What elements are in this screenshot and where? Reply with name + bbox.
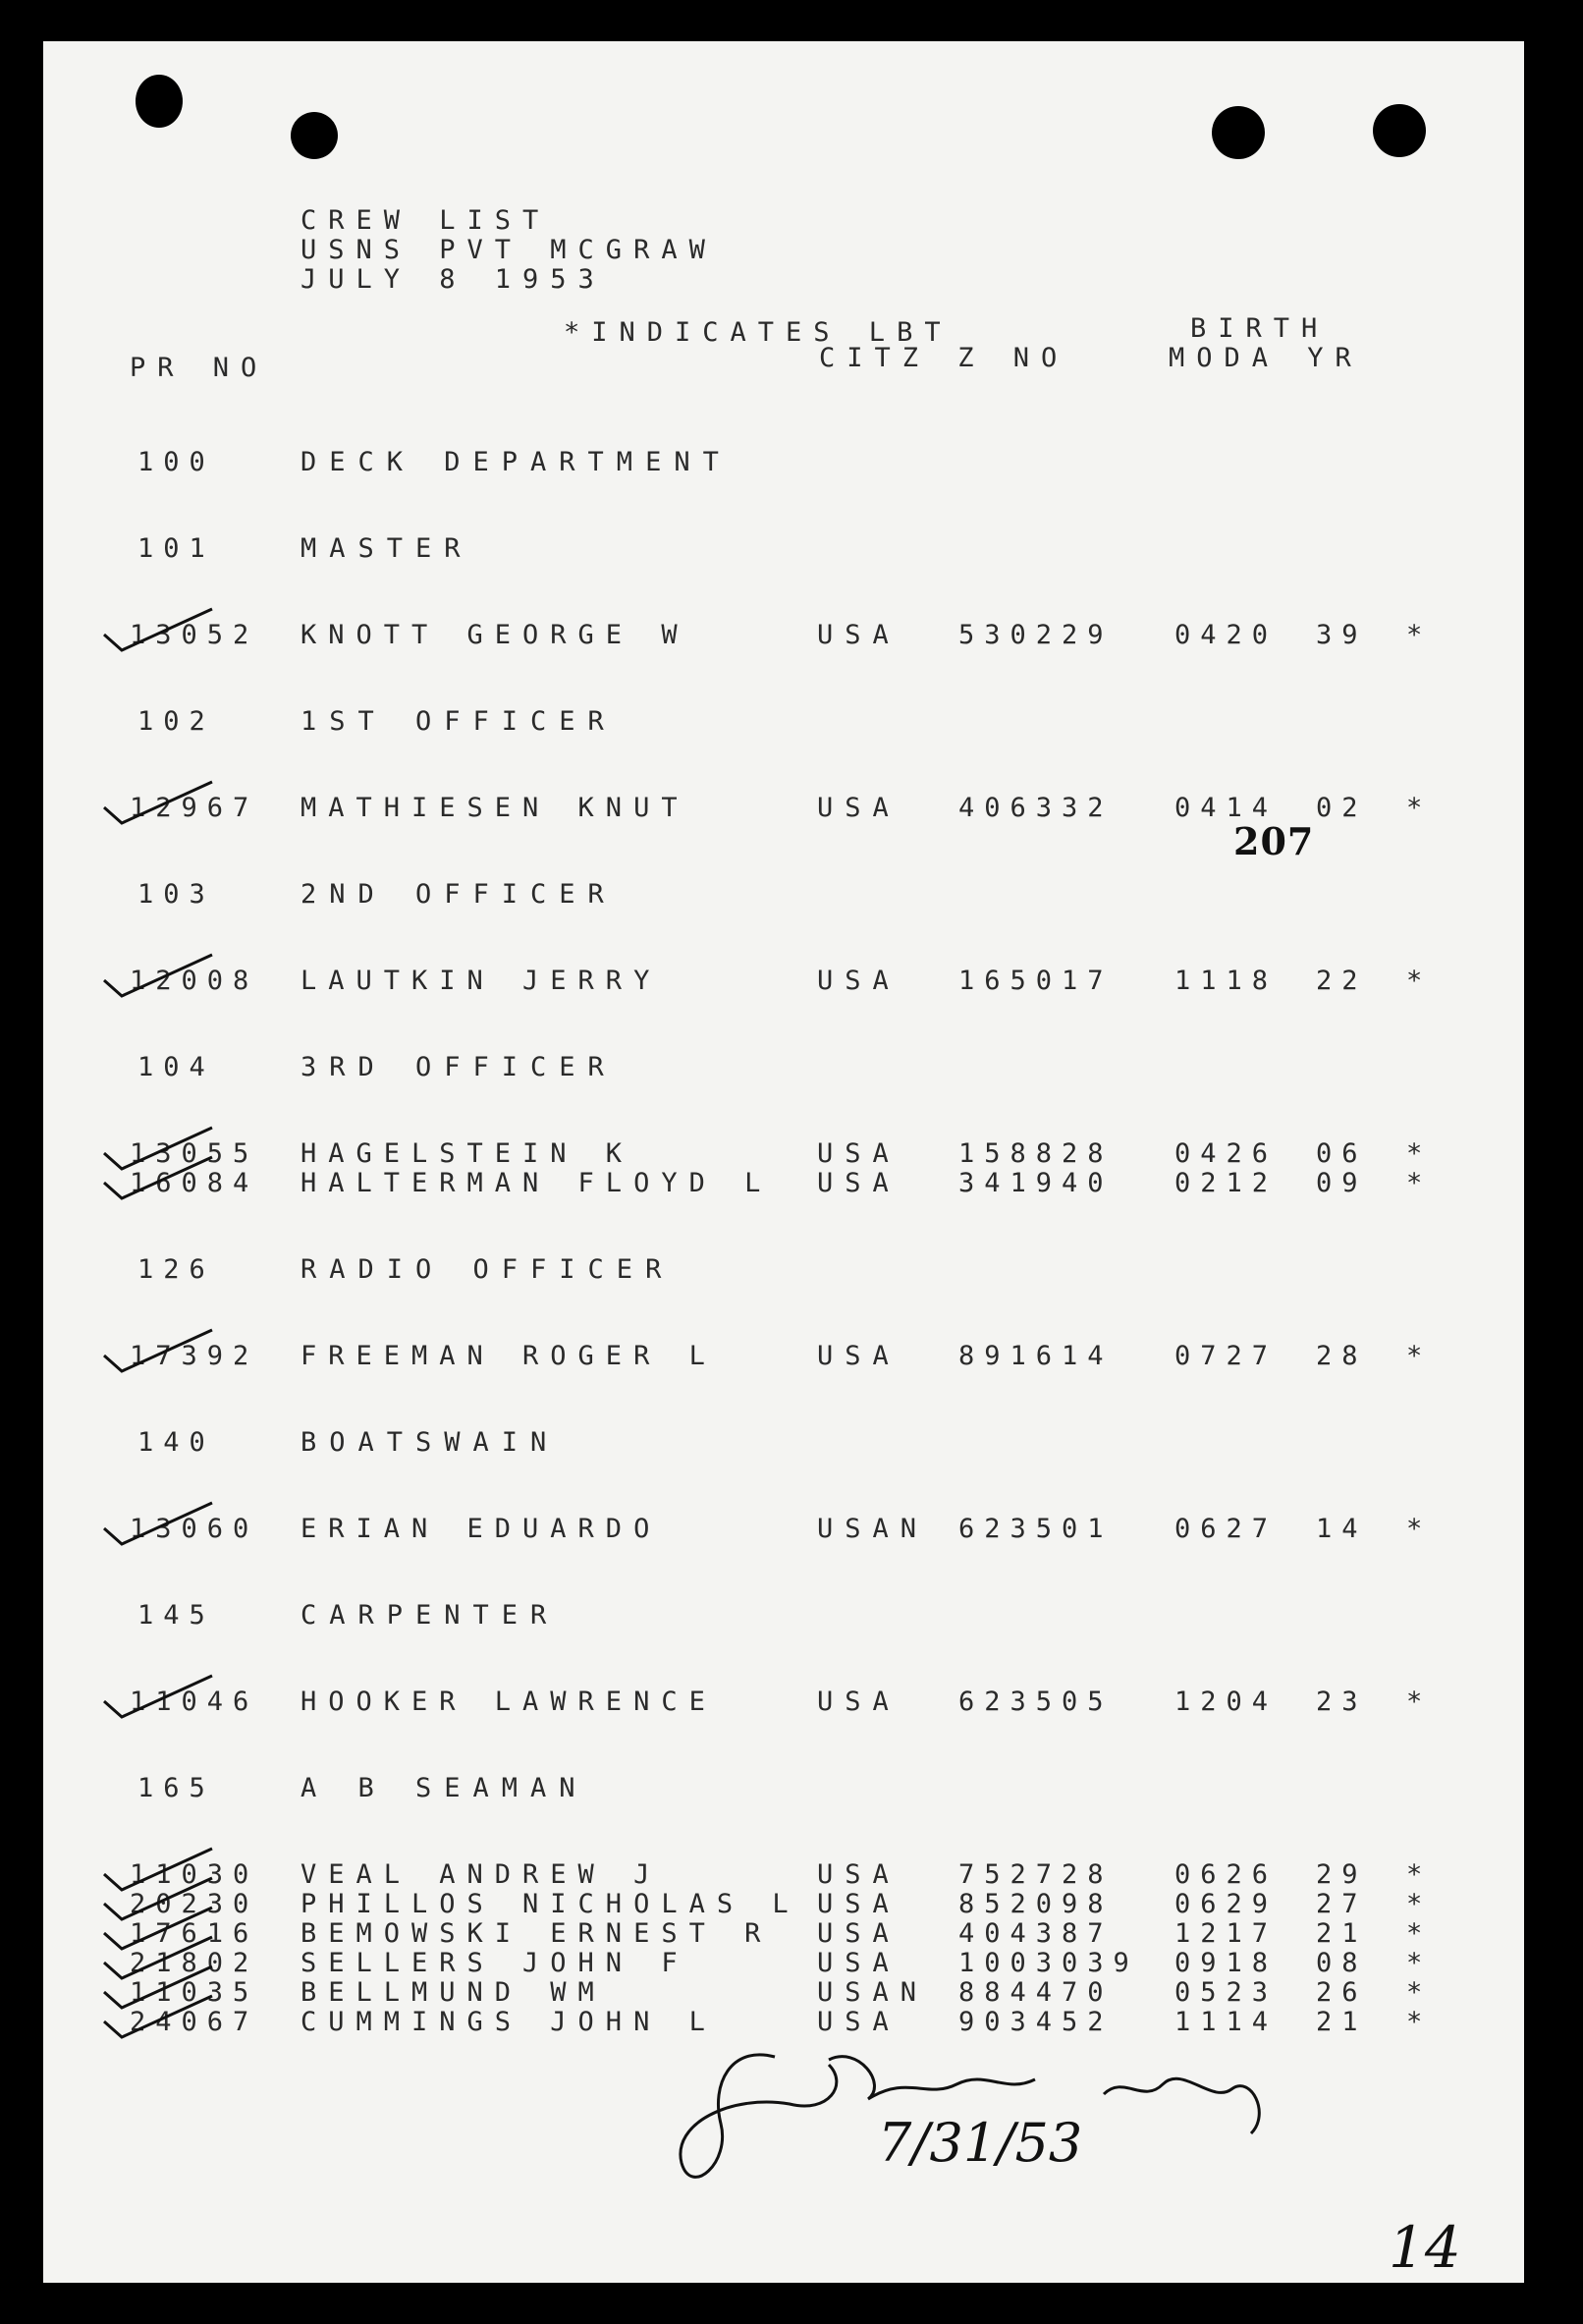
section-code: 102 [137, 706, 215, 737]
crew-birth-year: 21 [1316, 2007, 1368, 2037]
crew-pr-number: 13060 [130, 1514, 259, 1544]
crew-z-number: 903452 [958, 2007, 1114, 2037]
crew-pr-number: 24067 [130, 2007, 259, 2037]
crew-citizenship: USA [817, 1341, 901, 1371]
crew-birth-moda: 1217 [1174, 1918, 1279, 1949]
section-code: 103 [137, 879, 215, 910]
crew-z-number: 891614 [958, 1341, 1114, 1371]
crew-z-number: 530229 [958, 620, 1114, 650]
lbt-note: *INDICATES LBT [564, 317, 953, 348]
crew-birth-moda: 0626 [1174, 1859, 1279, 1890]
crew-name: BELLMUND WM [300, 1977, 606, 2008]
crew-pr-number: 12008 [130, 966, 259, 996]
crew-citizenship: USA [817, 1138, 901, 1169]
crew-z-number: 406332 [958, 793, 1114, 823]
lbt-marker: * [1406, 1918, 1423, 1949]
lbt-marker: * [1406, 793, 1423, 823]
crew-pr-number: 17392 [130, 1341, 259, 1371]
crew-birth-moda: 0523 [1174, 1977, 1279, 2008]
crew-birth-year: 39 [1316, 620, 1368, 650]
lbt-marker: * [1406, 1977, 1423, 2008]
crew-birth-year: 08 [1316, 1948, 1368, 1978]
crew-pr-number: 11030 [130, 1859, 259, 1890]
crew-birth-moda: 0918 [1174, 1948, 1279, 1978]
crew-birth-moda: 0627 [1174, 1514, 1279, 1544]
crew-birth-year: 09 [1316, 1168, 1368, 1198]
section-title: MASTER [300, 533, 473, 564]
section-title: 2ND OFFICER [300, 879, 617, 910]
crew-name: VEAL ANDREW J [300, 1859, 662, 1890]
crew-z-number: 852098 [958, 1889, 1114, 1919]
crew-name: MATHIESEN KNUT [300, 793, 689, 823]
page-number: 14 [1389, 2214, 1461, 2281]
lbt-marker: * [1406, 1687, 1423, 1717]
crew-z-number: 623501 [958, 1514, 1114, 1544]
section-title: BOATSWAIN [300, 1427, 560, 1458]
crew-name: HAGELSTEIN K [300, 1138, 634, 1169]
lbt-marker: * [1406, 2007, 1423, 2037]
crew-name: PHILLOS NICHOLAS L [300, 1889, 800, 1919]
section-code: 100 [137, 447, 215, 477]
crew-citizenship: USAN [817, 1514, 929, 1544]
crew-z-number: 752728 [958, 1859, 1114, 1890]
crew-z-number: 884470 [958, 1977, 1114, 2008]
birth-header: BIRTH [1190, 313, 1330, 344]
document-title: CREW LIST [300, 205, 551, 236]
section-title: 1ST OFFICER [300, 706, 617, 737]
crew-citizenship: USA [817, 1859, 901, 1890]
crew-citizenship: USA [817, 1889, 901, 1919]
lbt-marker: * [1406, 1889, 1423, 1919]
crew-birth-moda: 1114 [1174, 2007, 1279, 2037]
crew-name: BEMOWSKI ERNEST R [300, 1918, 773, 1949]
crew-name: HOOKER LAWRENCE [300, 1687, 717, 1717]
lbt-marker: * [1406, 966, 1423, 996]
crew-citizenship: USA [817, 1687, 901, 1717]
crew-name: HALTERMAN FLOYD L [300, 1168, 773, 1198]
crew-z-number: 158828 [958, 1138, 1114, 1169]
crew-birth-moda: 0414 [1174, 793, 1279, 823]
crew-birth-year: 23 [1316, 1687, 1368, 1717]
crew-birth-moda: 1204 [1174, 1687, 1279, 1717]
birth-date-header: MODA YR [1169, 343, 1363, 373]
lbt-marker: * [1406, 1948, 1423, 1978]
crew-pr-number: 11046 [130, 1687, 259, 1717]
crew-z-number: 404387 [958, 1918, 1114, 1949]
crew-birth-year: 14 [1316, 1514, 1368, 1544]
crew-pr-number: 17616 [130, 1918, 259, 1949]
lbt-marker: * [1406, 1514, 1423, 1544]
crew-birth-year: 06 [1316, 1138, 1368, 1169]
section-code: 104 [137, 1052, 215, 1082]
signature-ink [43, 41, 1524, 2283]
crew-pr-number: 16084 [130, 1168, 259, 1198]
crew-z-number: 1003039 [958, 1948, 1139, 1978]
crew-birth-moda: 0426 [1174, 1138, 1279, 1169]
crew-pr-number: 13052 [130, 620, 259, 650]
section-title: A B SEAMAN [300, 1773, 588, 1803]
crew-birth-year: 22 [1316, 966, 1368, 996]
crew-birth-year: 02 [1316, 793, 1368, 823]
crew-citizenship: USA [817, 620, 901, 650]
crew-name: CUMMINGS JOHN L [300, 2007, 717, 2037]
crew-name: SELLERS JOHN F [300, 1948, 689, 1978]
crew-name: ERIAN EDUARDO [300, 1514, 662, 1544]
lbt-marker: * [1406, 620, 1423, 650]
document-date: JULY 8 1953 [300, 264, 606, 295]
crew-birth-year: 27 [1316, 1889, 1368, 1919]
crew-pr-number: 13055 [130, 1138, 259, 1169]
section-code: 165 [137, 1773, 215, 1803]
crew-birth-year: 28 [1316, 1341, 1368, 1371]
crew-citizenship: USAN [817, 1977, 929, 2008]
lbt-marker: * [1406, 1168, 1423, 1198]
crew-pr-number: 21802 [130, 1948, 259, 1978]
crew-birth-moda: 0727 [1174, 1341, 1279, 1371]
crew-birth-moda: 1118 [1174, 966, 1279, 996]
crew-pr-number: 20230 [130, 1889, 259, 1919]
pr-number-header: PR NO [130, 353, 269, 383]
section-title: RADIO OFFICER [300, 1254, 675, 1285]
lbt-marker: * [1406, 1341, 1423, 1371]
section-title: 3RD OFFICER [300, 1052, 617, 1082]
signature-date: 7/31/53 [878, 2112, 1083, 2174]
crew-pr-number: 12967 [130, 793, 259, 823]
crew-citizenship: USA [817, 2007, 901, 2037]
lbt-marker: * [1406, 1859, 1423, 1890]
crew-citizenship: USA [817, 1168, 901, 1198]
page-stamp: 207 [1233, 819, 1315, 863]
crew-list-page [43, 41, 1524, 2283]
crew-birth-year: 29 [1316, 1859, 1368, 1890]
crew-z-number: 623505 [958, 1687, 1114, 1717]
crew-citizenship: USA [817, 793, 901, 823]
crew-z-number: 341940 [958, 1168, 1114, 1198]
crew-birth-moda: 0420 [1174, 620, 1279, 650]
crew-birth-year: 21 [1316, 1918, 1368, 1949]
crew-pr-number: 11035 [130, 1977, 259, 2008]
crew-birth-moda: 0629 [1174, 1889, 1279, 1919]
section-title: CARPENTER [300, 1600, 560, 1631]
section-code: 145 [137, 1600, 215, 1631]
crew-citizenship: USA [817, 1948, 901, 1978]
section-title: DECK DEPARTMENT [300, 447, 732, 477]
citizenship-header: CITZ Z NO [819, 343, 1069, 373]
crew-citizenship: USA [817, 966, 901, 996]
crew-birth-year: 26 [1316, 1977, 1368, 2008]
section-code: 140 [137, 1427, 215, 1458]
crew-name: LAUTKIN JERRY [300, 966, 662, 996]
crew-citizenship: USA [817, 1918, 901, 1949]
crew-name: KNOTT GEORGE W [300, 620, 689, 650]
crew-birth-moda: 0212 [1174, 1168, 1279, 1198]
lbt-marker: * [1406, 1138, 1423, 1169]
section-code: 101 [137, 533, 215, 564]
crew-name: FREEMAN ROGER L [300, 1341, 717, 1371]
crew-z-number: 165017 [958, 966, 1114, 996]
vessel-name: USNS PVT MCGRAW [300, 235, 717, 265]
section-code: 126 [137, 1254, 215, 1285]
